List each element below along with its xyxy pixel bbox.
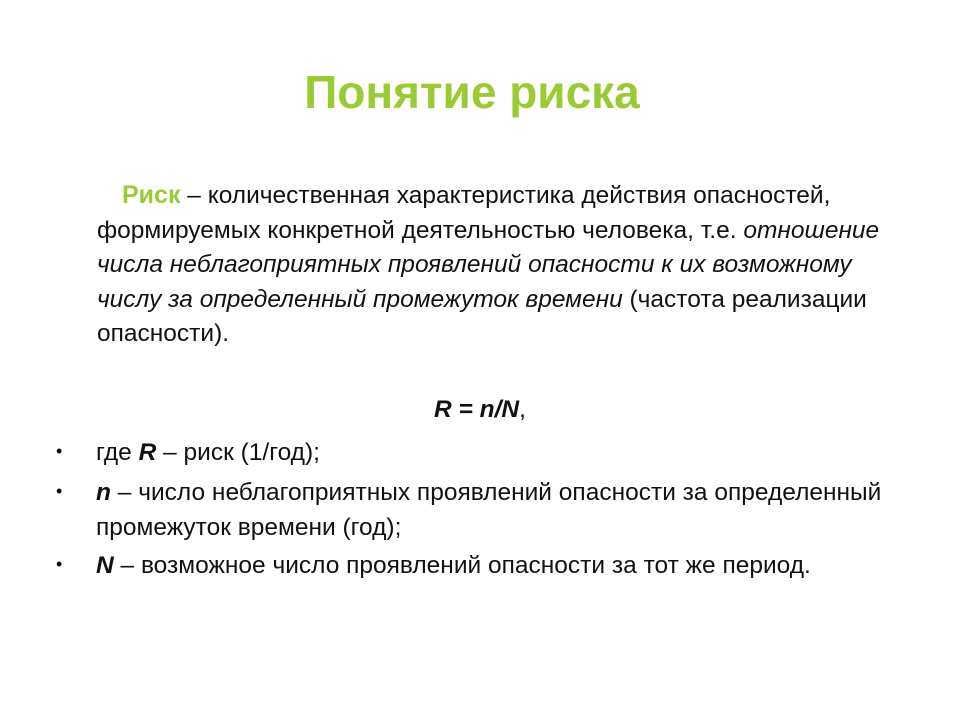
bullet-text: – возможное число проявлений опасности за тот же период. [113,552,811,579]
bullet-symbol: n [96,479,111,506]
bullet-icon: • [56,554,63,574]
bullet-text: – риск (1/год); [156,439,320,466]
bullet-item-n-lower [56,476,916,545]
formula-suffix: , [519,396,526,423]
bullet-item-r [56,436,916,471]
bullet-prefix: где [96,439,139,466]
bullet-text: – число неблагоприятных проявлений опасности за определенный промежуток времени (год); [96,479,882,541]
bullet-icon: • [56,441,63,461]
definition-term: Риск [122,181,181,209]
bullet-symbol: R [138,439,157,466]
definition-paragraph [97,178,887,352]
formula-line [0,393,960,427]
definition-emphasis: отношение числа неблагоприятных проявлений опасности к их возможному числу за определенный промежуток времени [97,216,880,313]
formula-expression: R = n/N [434,396,520,423]
bullet-icon: • [56,481,63,501]
bullet-item-n-upper [56,549,916,584]
slide-title: Понятие риска [304,66,640,118]
definition-text-part1: – количественная характеристика действия опасностей, формируемых конкретной деятельностью человека, т.е. [97,182,831,244]
definition-text-part2: (частота реализации опасности). [97,285,867,348]
bullet-symbol: N [96,552,114,579]
